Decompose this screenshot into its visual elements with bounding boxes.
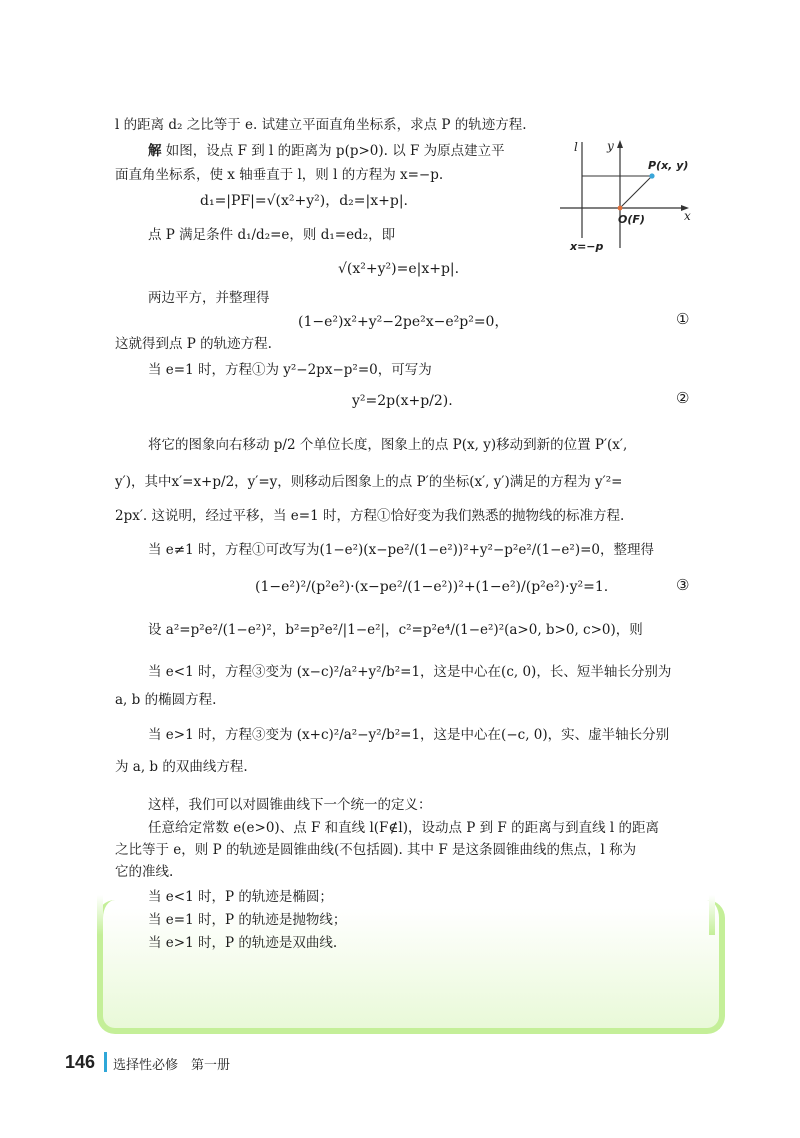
equation-3-number: ③ xyxy=(676,576,690,594)
label-origin: O(F) xyxy=(618,213,645,226)
shift-line-1: 将它的图象向右移动 p/2 个单位长度，图象上的点 P(x, y)移动到新的位置 P′(x′, xyxy=(148,437,628,453)
equation-1: (1−e²)x²+y²−2pe²x−e²p²=0， xyxy=(298,314,509,330)
green-panel-left-fade xyxy=(97,895,103,935)
equation-sqrt: √(x²+y²)=e|x+p|. xyxy=(338,261,460,277)
equation-1-number: ① xyxy=(676,310,690,328)
definition-line-3: 它的准线. xyxy=(115,864,174,880)
coordinate-figure xyxy=(556,136,706,256)
equation-2-number: ② xyxy=(676,389,690,407)
label-x: x xyxy=(684,209,691,223)
e-less-1-line-1: 当 e<1 时，方程③变为 (x−c)²/a²+y²/b²=1，这是中心在(c, 0)，长、短半轴长分别为 xyxy=(148,664,672,680)
equation-3: (1−e²)²/(p²e²)·(x−pe²/(1−e²))²+(1−e²)/(p²e²)·y²=1. xyxy=(255,579,609,595)
definition-line-1: 任意给定常数 e(e>0)、点 F 和直线 l(F∉l)，设动点 P 到 F 的距离与到直线 l 的距离 xyxy=(148,820,659,836)
case-ellipse: 当 e<1 时，P 的轨迹是椭圆； xyxy=(148,889,333,905)
solution-intro-1: 如图，设点 F 到 l 的距离为 p(p>0). 以 F 为原点建立平 xyxy=(165,143,505,159)
square-both-line: 两边平方，并整理得 xyxy=(148,290,270,306)
page-number: 146 xyxy=(65,1052,96,1072)
solution-intro-2: 面直角坐标系，使 x 轴垂直于 l，则 l 的方程为 x=−p. xyxy=(115,167,444,183)
origin-point xyxy=(618,206,623,211)
point-p xyxy=(649,173,654,178)
e-greater-1-line-1: 当 e>1 时，方程③变为 (x+c)²/a²−y²/b²=1，这是中心在(−c, 0)，实、虚半轴长分别 xyxy=(148,727,670,743)
label-y: y xyxy=(607,139,614,153)
label-directrix: x=−p xyxy=(570,240,604,253)
shift-line-2: y′)，其中x′=x+p/2，y′=y，则移动后图象上的点 P′的坐标(x′, y′)满足的方程为 y′²= xyxy=(115,474,623,490)
equation-2: y²=2p(x+p/2). xyxy=(352,393,453,409)
book-title: 选择性必修 第一册 xyxy=(113,1058,231,1073)
shift-line-3: 2px′. 这说明，经过平移，当 e=1 时，方程①恰好变为我们熟悉的抛物线的标准方程. xyxy=(115,508,625,524)
solution-label: 解 xyxy=(148,143,162,159)
trajectory-line: 这就得到点 P 的轨迹方程. xyxy=(115,336,272,352)
y-axis-arrow xyxy=(617,140,623,148)
e-less-1-line-2: a, b 的椭圆方程. xyxy=(115,692,217,708)
top-line: l 的距离 d₂ 之比等于 e. 试建立平面直角坐标系，求点 P 的轨迹方程. xyxy=(115,117,527,133)
equation-d1-d2: d₁=|PF|=√(x²+y²)，d₂=|x+p|. xyxy=(200,193,408,209)
footer-bar xyxy=(104,1052,107,1072)
set-abc-line: 设 a²=p²e²/(1−e²)²，b²=p²e²/|1−e²|，c²=p²e⁴/(1−e²)²(a>0, b>0, c>0)，则 xyxy=(148,622,643,638)
definition-line-2: 之比等于 e，则 P 的轨迹是圆锥曲线(不包括圆). 其中 F 是这条圆锥曲线的焦点，l 称为 xyxy=(115,842,637,858)
solution-line-1 xyxy=(148,141,505,161)
label-p: P(x, y) xyxy=(648,159,689,172)
pf-segment xyxy=(620,176,652,208)
e-equals-1-line: 当 e=1 时，方程①为 y²−2px−p²=0，可写为 xyxy=(148,362,432,378)
summary-intro: 这样，我们可以对圆锥曲线下一个统一的定义： xyxy=(148,797,432,813)
green-panel-right-fade xyxy=(709,895,715,935)
label-l: l xyxy=(574,140,578,154)
e-greater-1-line-2: 为 a, b 的双曲线方程. xyxy=(115,759,248,775)
case-parabola: 当 e=1 时，P 的轨迹是抛物线； xyxy=(148,912,347,928)
condition-line: 点 P 满足条件 d₁/d₂=e，则 d₁=ed₂，即 xyxy=(148,227,396,243)
case-hyperbola: 当 e>1 时，P 的轨迹是双曲线. xyxy=(148,935,338,951)
e-not-1-line: 当 e≠1 时，方程①可改写为(1−e²)(x−pe²/(1−e²))²+y²−p²e²/(1−e²)=0，整理得 xyxy=(148,542,655,558)
